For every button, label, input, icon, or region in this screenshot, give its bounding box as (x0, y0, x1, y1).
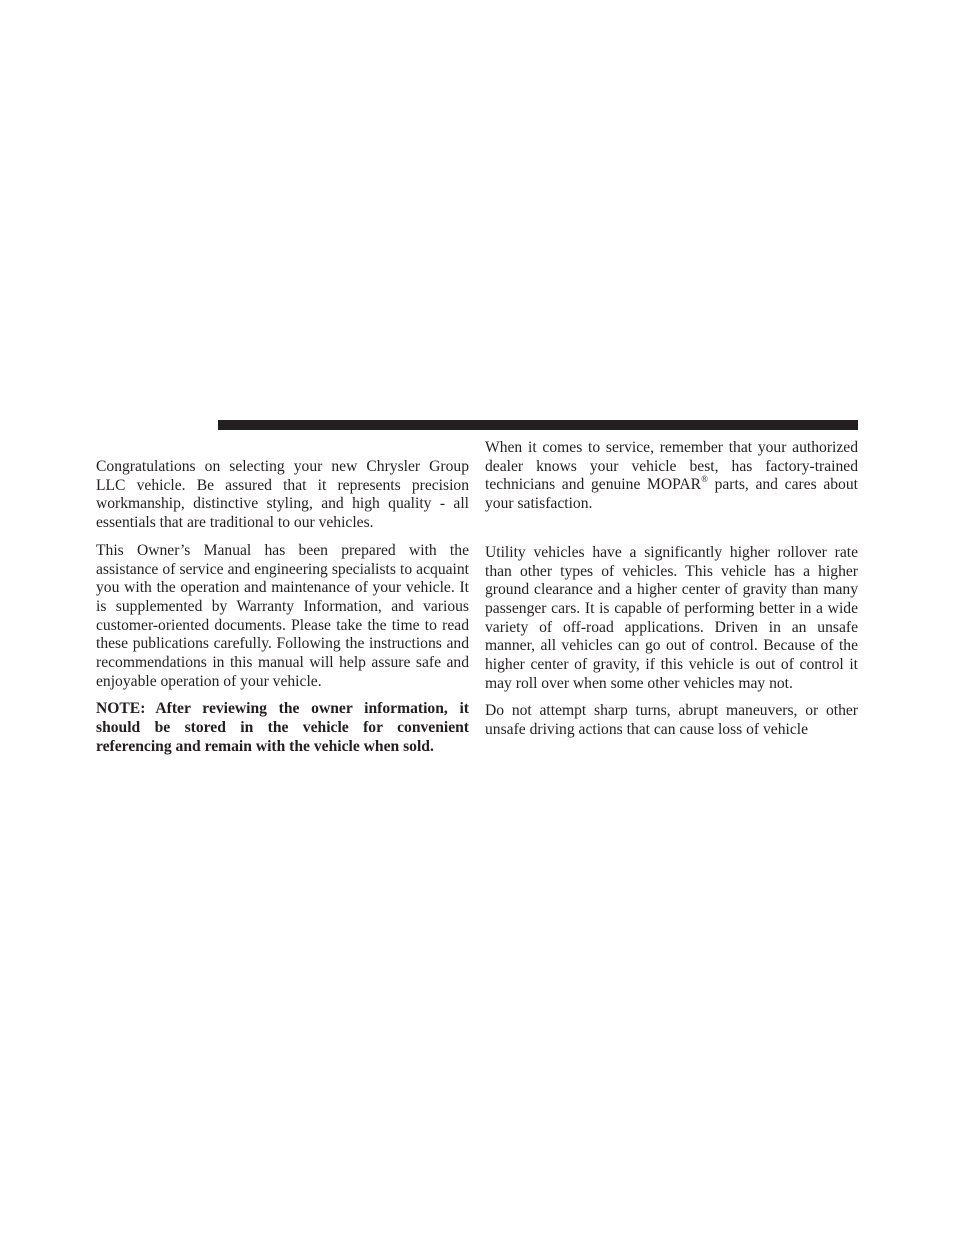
registered-trademark: ® (701, 474, 708, 485)
left-column (96, 458, 469, 757)
owners-manual-paragraph: This Owner’s Manual has been prepared with the assistance of service and engineering specialists to acquaint you with the operation and maintenance of your vehicle. It is supplemented by Warranty Information, and various customer-oriented documents. Please take the time to read these publications carefully. Following the instructions and recommendations in this manual will help assure safe and enjoyable operation of your vehicle. (96, 541, 469, 690)
section-header-rule (218, 420, 858, 430)
driving-caution-paragraph: Do not attempt sharp turns, abrupt maneuvers, or other unsafe driving actions that can cause loss of vehicle (485, 702, 858, 739)
note-paragraph (96, 700, 469, 756)
note-label: NOTE: (96, 700, 146, 718)
service-text-end: parts, and cares about your satisfaction. (485, 476, 858, 513)
service-paragraph (485, 439, 858, 514)
rollover-paragraph: Utility vehicles have a significantly higher rollover rate than other types of vehicles. This vehicle has a higher ground clearance and a higher center of gravity than many passenger cars. It is capable of performing better in a wide variety of off-road applications. Driven in an unsafe manner, all vehicles can go out of control. Because of the higher center of gravity, if this vehicle is out of control it may roll over when some other vehicles may not. (485, 543, 858, 692)
service-text-start: When it comes to service, remember that your authorized dealer knows your vehicle best, has factory-trained technicians and genuine MOPAR (485, 439, 858, 494)
note-text: After reviewing the owner information, it should be stored in the vehicle for convenient referencing and remain with the vehicle when sold. (96, 700, 469, 755)
congratulations-paragraph: Congratulations on selecting your new Chrysler Group LLC vehicle. Be assured that it represents precision workmanship, distinctive styling, and high quality - all essentials that are traditional to our vehicles. (96, 458, 469, 532)
right-column (485, 439, 858, 740)
